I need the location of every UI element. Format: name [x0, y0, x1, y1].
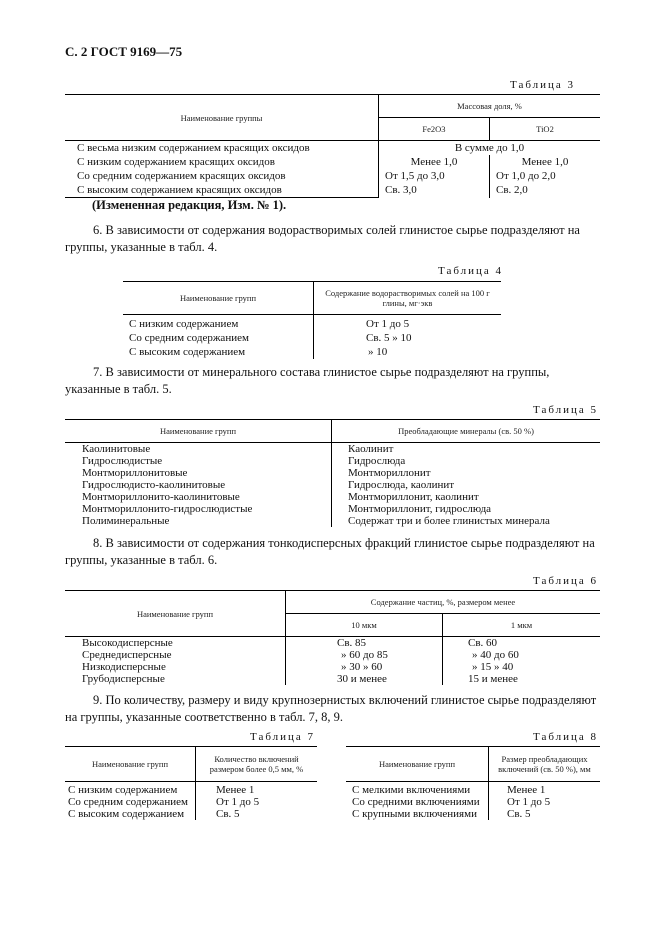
- paragraph-8: 8. В зависимости от содержания тонкодисперсных фракций глинистое сырье подразделяют на группы, указанные в табл. 6.: [65, 536, 595, 567]
- table-5-col-val: Преобладающие минералы (св. 50 %): [332, 420, 601, 443]
- table-7-row-name: С низким содержанием: [68, 784, 178, 796]
- table-5-row-name: Гидрослюдистые: [82, 455, 163, 467]
- table-3: [65, 94, 600, 198]
- table-3-col-fe: Fe2O3: [379, 118, 490, 141]
- table-3-row-ti: Менее 1,0: [490, 155, 601, 169]
- table-5-col-group: Наименование групп: [65, 420, 332, 443]
- table-5-row-val: Содержат три и более глинистых минерала: [332, 515, 601, 527]
- table-6-col-b: 1 мкм: [443, 614, 601, 637]
- table-3-row-name: С весьма низким содержанием красящих оксидов: [77, 142, 310, 154]
- table-4-col-group: Наименование групп: [123, 282, 314, 315]
- table-8-row-val: Менее 1: [489, 782, 601, 797]
- table-5: [65, 419, 600, 527]
- table-6-col-val: Содержание частиц, %, размером менее: [286, 591, 601, 614]
- table-6-row-b: 15 и менее: [443, 673, 601, 685]
- table-5-row-val: Каолинит: [332, 443, 601, 456]
- table-3-row-fe: В сумме до 1,0: [379, 141, 601, 156]
- table-5-row-name: Монтмориллонито-гидрослюдистые: [82, 503, 253, 515]
- table-6-row-a: Св. 85: [286, 637, 443, 650]
- table-6-row-b: Св. 60: [443, 637, 601, 650]
- table-6-row-name: Среднедисперсные: [82, 649, 172, 661]
- table-7-caption: Таблица 7: [250, 731, 316, 743]
- table-7-row-val: Св. 5: [196, 808, 318, 820]
- table-4-row-val: Св. 5 » 10: [314, 331, 502, 345]
- table-3-row-fe: Менее 1,0: [379, 155, 490, 169]
- table-3-row-name: Со средним содержанием красящих оксидов: [77, 170, 286, 182]
- table-5-row-val: Монтмориллонит: [332, 467, 601, 479]
- paragraph-9: 9. По количеству, размеру и виду крупнозернистых включений глинистое сырье подразделяют на группы, указанные соответственно в табл. 7, 8, 9.: [65, 693, 597, 724]
- table-8-row-val: От 1 до 5: [489, 796, 601, 808]
- table-7-row-val: Менее 1: [196, 782, 318, 797]
- table-8-col-group: Наименование групп: [346, 747, 489, 782]
- table-7-col-group: Наименование групп: [65, 747, 196, 782]
- paragraph-6: 6. В зависимости от содержания водорастворимых солей глинистое сырье подразделяют на группы, указанные в табл. 4.: [65, 223, 580, 254]
- table-3-caption: Таблица 3: [510, 79, 576, 91]
- table-7-row-val: От 1 до 5: [196, 796, 318, 808]
- table-7-row-name: Со средним содержанием: [68, 796, 188, 808]
- table-6-row-a: » 30 » 60: [286, 661, 443, 673]
- table-4-row-name: С низким содержанием: [129, 318, 239, 330]
- table-6-row-b: » 15 » 40: [443, 661, 601, 673]
- table-4-row-val: » 10: [314, 345, 502, 359]
- amendment-note: (Измененная редакция, Изм. № 1).: [92, 198, 287, 212]
- table-4: [123, 281, 501, 359]
- table-6-row-name: Грубодисперсные: [82, 673, 165, 685]
- table-3-col-ti: TiO2: [490, 118, 601, 141]
- table-5-row-val: Монтмориллонит, каолинит: [332, 491, 601, 503]
- table-5-row-name: Монтмориллонитовые: [82, 467, 188, 479]
- table-8-col-val: Размер преобладающих включений (св. 50 %), мм: [489, 747, 601, 782]
- table-3-row-fe: Св. 3,0: [379, 183, 490, 198]
- table-6: [65, 590, 600, 685]
- table-8-row-val: Св. 5: [489, 808, 601, 820]
- table-8-row-name: Со средними включениями: [352, 796, 480, 808]
- table-5-row-name: Полиминеральные: [82, 515, 170, 527]
- table-4-row-val: От 1 до 5: [314, 315, 502, 332]
- table-5-row-name: Монтмориллонито-каолинитовые: [82, 491, 240, 503]
- page-header: С. 2 ГОСТ 9169—75: [65, 44, 183, 59]
- table-5-row-name: Гидрослюдисто-каолинитовые: [82, 479, 226, 491]
- table-8-row-name: С мелкими включениями: [352, 784, 471, 796]
- table-6-row-b: » 40 до 60: [443, 649, 601, 661]
- table-5-row-name: Каолинитовые: [82, 443, 151, 455]
- table-5-caption: Таблица 5: [533, 404, 599, 416]
- table-7-row-name: С высоким содержанием: [68, 808, 185, 820]
- table-6-caption: Таблица 6: [533, 575, 599, 587]
- table-8-row-name: С крупными включениями: [352, 808, 477, 820]
- table-6-row-name: Высокодисперсные: [82, 637, 173, 649]
- table-4-row-name: С высоким содержанием: [129, 346, 246, 358]
- table-7: [65, 746, 317, 820]
- table-5-row-val: Гидрослюда: [332, 455, 601, 467]
- table-7-col-val: Количество включений размером более 0,5 мм, %: [196, 747, 318, 782]
- table-3-row-ti: От 1,0 до 2,0: [490, 169, 601, 183]
- table-4-col-val: Содержание водорастворимых солей на 100 г глины, мг·экв: [314, 282, 502, 315]
- table-6-row-a: 30 и менее: [286, 673, 443, 685]
- table-6-col-group: Наименование групп: [65, 591, 286, 637]
- table-3-row-name: С высоким содержанием красящих оксидов: [65, 183, 379, 198]
- table-3-row-ti: Св. 2,0: [490, 183, 601, 198]
- paragraph-7: 7. В зависимости от минерального состава глинистое сырье подразделяют на группы, указанные в табл. 5.: [65, 365, 550, 396]
- table-8-caption: Таблица 8: [533, 731, 599, 743]
- table-3-col-mass: Массовая доля, %: [379, 95, 601, 118]
- table-4-caption: Таблица 4: [438, 265, 504, 277]
- table-3-col-group: Наименование группы: [65, 95, 379, 141]
- table-6-row-a: » 60 до 85: [286, 649, 443, 661]
- table-8: [346, 746, 600, 820]
- table-5-row-val: Гидрослюда, каолинит: [332, 479, 601, 491]
- table-3-row-name: С низким содержанием красящих оксидов: [77, 156, 275, 168]
- table-4-row-name: Со средним содержанием: [129, 332, 249, 344]
- table-3-row-fe: От 1,5 до 3,0: [379, 169, 490, 183]
- table-6-col-a: 10 мкм: [286, 614, 443, 637]
- table-6-row-name: Низкодисперсные: [82, 661, 166, 673]
- table-5-row-val: Монтмориллонит, гидрослюда: [332, 503, 601, 515]
